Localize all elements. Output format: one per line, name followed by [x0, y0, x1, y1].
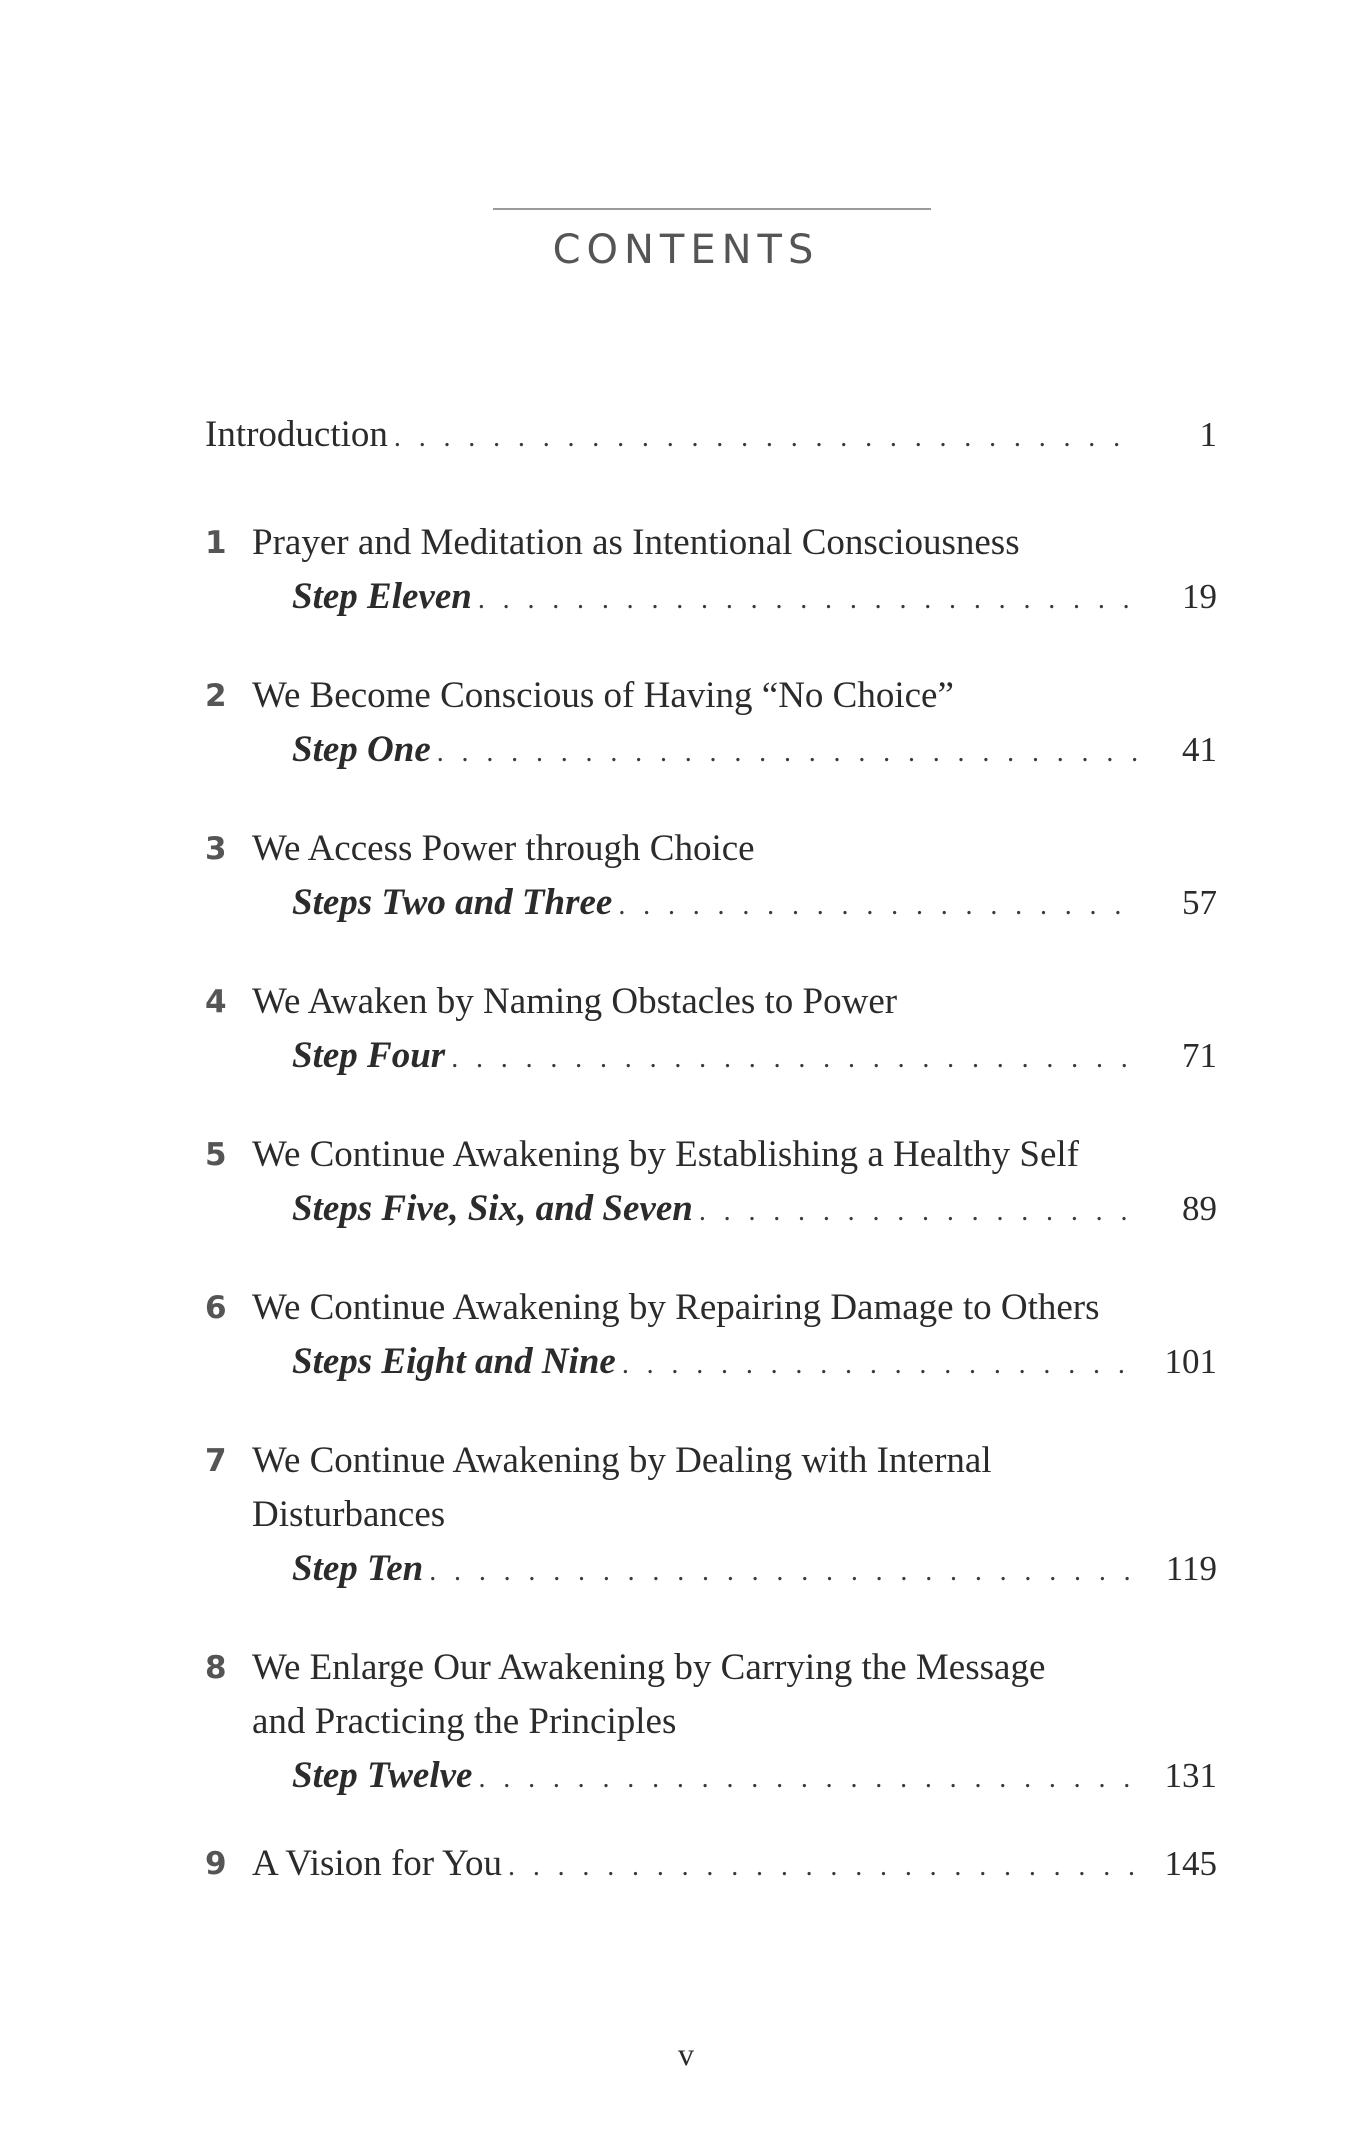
step-label: Steps Eight and Nine — [292, 1341, 616, 1382]
step-label: Steps Two and Three — [292, 882, 613, 923]
chapter-title: Prayer and Meditation as Intentional Consciousness — [252, 522, 1020, 563]
contents-heading: CONTENTS — [552, 227, 820, 273]
leader-dots — [478, 573, 1139, 627]
chapter-title-line-2: Disturbances — [252, 1494, 446, 1535]
step-label: Steps Five, Six, and Seven — [292, 1188, 693, 1229]
leader-dots — [451, 1032, 1139, 1086]
step-line — [292, 1542, 1217, 1599]
step-label: Step Ten — [292, 1548, 424, 1589]
chapter-number: 7 — [205, 1443, 227, 1479]
step-line — [292, 723, 1217, 780]
chapter-title: We Access Power through Choice — [252, 828, 755, 869]
page-folio: v — [678, 2036, 694, 2072]
chapter-title: A Vision for You — [252, 1843, 503, 1884]
chapter-title: We Continue Awakening by Establishing a Healthy Self — [252, 1134, 1080, 1175]
chapter-number: 6 — [205, 1290, 227, 1326]
page-number: 57 — [1182, 883, 1217, 922]
toc-entry-introduction[interactable] — [205, 408, 1217, 465]
step-line — [292, 1335, 1217, 1392]
step-line — [292, 1749, 1217, 1806]
chapter-number: 5 — [205, 1137, 227, 1173]
chapter-title-line-1: We Continue Awakening by Dealing with Internal — [252, 1440, 992, 1481]
chapter-number: 2 — [205, 678, 227, 714]
step-line — [292, 1182, 1217, 1239]
step-label: Step Twelve — [292, 1755, 473, 1796]
chapter-number: 1 — [205, 525, 227, 561]
step-label: Step Eleven — [292, 576, 472, 617]
step-line — [292, 1029, 1217, 1086]
page-number: 101 — [1164, 1342, 1217, 1381]
step-line — [292, 570, 1217, 627]
page-number: 41 — [1182, 730, 1217, 769]
leader-dots — [429, 1545, 1139, 1599]
step-label: Step One — [292, 729, 431, 770]
leader-dots — [622, 1338, 1139, 1392]
page-number: 119 — [1165, 1549, 1217, 1588]
chapter-number: 8 — [205, 1650, 227, 1686]
chapter-title: We Awaken by Naming Obstacles to Power — [252, 981, 898, 1022]
leader-dots — [508, 1840, 1139, 1894]
chapter-title-line — [252, 1837, 1217, 1894]
step-label: Step Four — [292, 1035, 446, 1076]
page-number: 1 — [1199, 415, 1217, 454]
step-line — [292, 876, 1217, 933]
leader-dots — [437, 726, 1139, 780]
chapter-title: We Become Conscious of Having “No Choice” — [252, 675, 954, 716]
leader-dots — [394, 411, 1139, 465]
leader-dots — [618, 879, 1139, 933]
chapter-number: 9 — [205, 1846, 227, 1882]
page-number: 71 — [1182, 1036, 1217, 1075]
introduction-label: Introduction — [205, 414, 388, 455]
chapter-title-line-2: and Practicing the Principles — [252, 1701, 677, 1742]
chapter-number: 3 — [205, 831, 227, 867]
page-number: 131 — [1164, 1756, 1217, 1795]
page-number: 89 — [1182, 1189, 1217, 1228]
leader-dots — [478, 1752, 1139, 1806]
chapter-number: 4 — [205, 984, 227, 1020]
chapter-title: We Continue Awakening by Repairing Damage to Others — [252, 1287, 1100, 1328]
chapter-title-line-1: We Enlarge Our Awakening by Carrying the Message — [252, 1647, 1046, 1688]
page-number: 19 — [1182, 577, 1217, 616]
leader-dots — [699, 1185, 1139, 1239]
page-number: 145 — [1164, 1844, 1217, 1883]
heading-rule — [493, 208, 931, 210]
